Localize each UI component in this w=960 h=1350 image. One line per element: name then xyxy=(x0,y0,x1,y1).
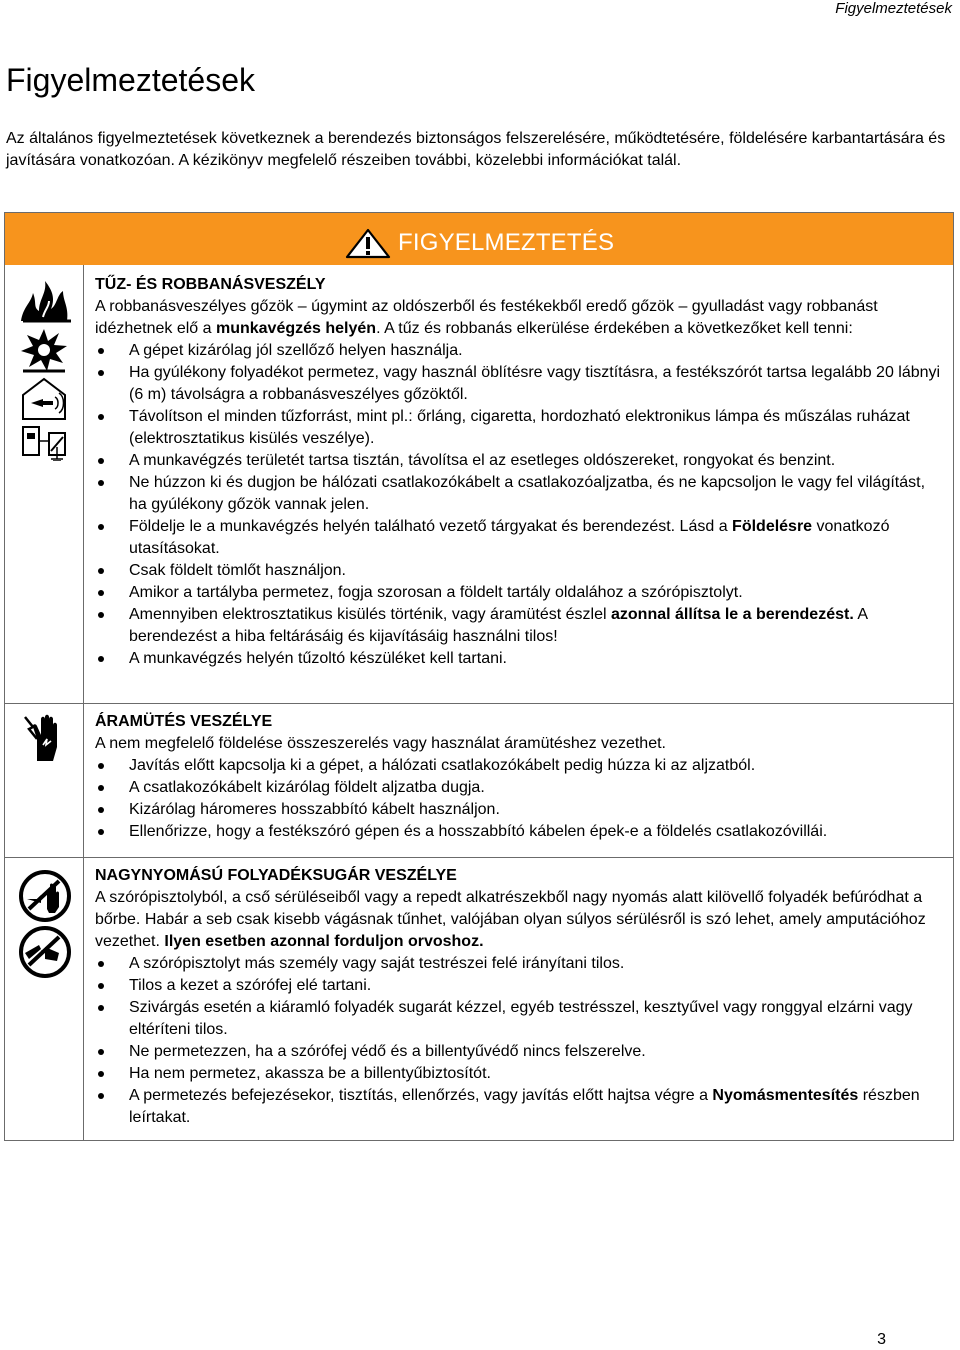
list-item: Ne húzzon ki és dugjon be hálózati csatlakozókábelt a csatlakozóaljzatba, és ne kapcsoljon le vagy fel világítást, ha gyúlékony gőzök vannak jelen. xyxy=(95,472,947,516)
list-item: Szivárgás esetén a kiáramló folyadék sugarát kézzel, egyéb testrésszel, kesztyűvel vagy ronggyal elzárni vagy eltéríteni tilos. xyxy=(95,997,947,1041)
fire-section-title: TŰZ- ÉS ROBBANÁSVESZÉLY xyxy=(95,276,326,293)
warning-header xyxy=(5,213,953,265)
list-item: A permetezés befejezésekor, tisztítás, ellenőrzés, vagy javítás előtt hajtsa végre a Nyomásmentesítés részben leírtakat. xyxy=(95,1085,947,1129)
page-title: Figyelmeztetések xyxy=(6,62,255,98)
fire-section-list xyxy=(95,340,947,670)
no-hand-at-nozzle-icon xyxy=(15,869,75,928)
electric-section-title: ÁRAMÜTÉS VESZÉLYE xyxy=(95,713,273,730)
running-head: Figyelmeztetések xyxy=(835,0,952,17)
fire-icon xyxy=(19,277,73,328)
list-item: A szórópisztolyt más személy vagy saját testrészei felé irányítani tilos. xyxy=(95,953,947,975)
electric-shock-section xyxy=(95,711,947,843)
list-item: A gépet kizárólag jól szellőző helyen használja. xyxy=(95,340,947,362)
high-pressure-section xyxy=(95,865,947,1129)
list-item: Javítás előtt kapcsolja ki a gépet, a hálózati csatlakozókábelt pedig húzza ki az aljzatból. xyxy=(95,755,947,777)
list-item: Amikor a tartályba permetez, fogja szorosan a földelt tartály oldalához a szórópisztolyt. xyxy=(95,582,947,604)
section-divider xyxy=(5,857,953,858)
fire-section-intro: A robbanásveszélyes gőzök – úgymint az oldószerből és festékekből eredő gőzök – gyulladást vagy robbanást idézhetnek elő a munkavégzés helyén. A tűz és robbanás elkerülése érdekében a következőket kell tenni: xyxy=(95,298,878,337)
warning-triangle-icon xyxy=(344,227,392,259)
list-item: A munkavégzés helyén tűzoltó készüléket kell tartani. xyxy=(95,648,947,670)
list-item: A csatlakozókábelt kizárólag földelt aljzatba dugja. xyxy=(95,777,947,799)
list-item: Távolítson el minden tűzforrást, mint pl.: őrláng, cigaretta, hordozható elektronikus lámpa és műszálas ruházat (elektrosztatikus kisülés veszélye). xyxy=(95,406,947,450)
pressure-section-title: NAGYNYOMÁSÚ FOLYADÉKSUGÁR VESZÉLYE xyxy=(95,867,457,884)
ventilation-icon xyxy=(17,375,71,426)
electric-shock-icon xyxy=(23,713,69,768)
warning-table xyxy=(4,212,954,1141)
list-item: A munkavégzés területét tartsa tisztán, távolítsa el az esetleges oldószereket, rongyokat és benzint. xyxy=(95,450,947,472)
grounding-icon xyxy=(19,423,73,466)
list-item: Csak földelt tömlőt használjon. xyxy=(95,560,947,582)
list-item: Földelje le a munkavégzés helyén található vezető tárgyakat és berendezést. Lásd a Földelésre vonatkozó utasításokat. xyxy=(95,516,947,560)
intro-paragraph: Az általános figyelmeztetések következnek a berendezés biztonságos felszerelésére, működtetésére, földelésére karbantartására és javítására vonatkozóan. A kézikönyv megfelelő részeiben további, közelebbi információkat talál. xyxy=(6,130,946,169)
list-item: Amennyiben elektrosztatikus kisülés történik, vagy áramütést észlel azonnal állítsa le a berendezést. A berendezést a hiba feltárásáig és kijavításáig használni tilos! xyxy=(95,604,947,648)
electric-section-intro: A nem megfelelő földelése összeszerelés vagy használat áramütéshez vezethet. xyxy=(95,735,666,752)
electric-section-list xyxy=(95,755,947,843)
list-item: Ne permetezzen, ha a szórófej védő és a billentyűvédő nincs felszerelve. xyxy=(95,1041,947,1063)
pressure-section-list xyxy=(95,953,947,1129)
list-item: Ha gyúlékony folyadékot permetez, vagy használ öblítésre vagy tisztításra, a festékszórót tartsa legalább 20 lábnyi (6 m) távolságra a robbanásveszélyes gőzöktől. xyxy=(95,362,947,406)
list-item: Ellenőrizze, hogy a festékszóró gépen és a hosszabbító kábelen épek-e a földelés csatlakozóvillái. xyxy=(95,821,947,843)
list-item: Ha nem permetez, akassza be a billentyűbiztosítót. xyxy=(95,1063,947,1085)
pressure-section-intro: A szórópisztolyból, a cső sérüléseiből vagy a repedt alkatrészekből nagy nyomás alatt kilövellő folyadék befúródhat a bőrbe. Habár a seb csak kisebb vágásnak tűnhet, valójában olyan súlyos sérülésről is szó lehet, amely amputációhoz vezethet. Ilyen esetben azonnal forduljon orvoshoz. xyxy=(95,889,926,950)
explosion-icon xyxy=(19,327,69,378)
page-number: 3 xyxy=(877,1331,886,1348)
skin-injection-icon xyxy=(15,925,75,984)
list-item: Kizárólag háromeres hosszabbító kábelt használjon. xyxy=(95,799,947,821)
section-divider xyxy=(5,703,953,704)
list-item: Tilos a kezet a szórófej elé tartani. xyxy=(95,975,947,997)
fire-explosion-section xyxy=(95,274,947,670)
warning-title: FIGYELMEZTETÉS xyxy=(398,229,615,256)
